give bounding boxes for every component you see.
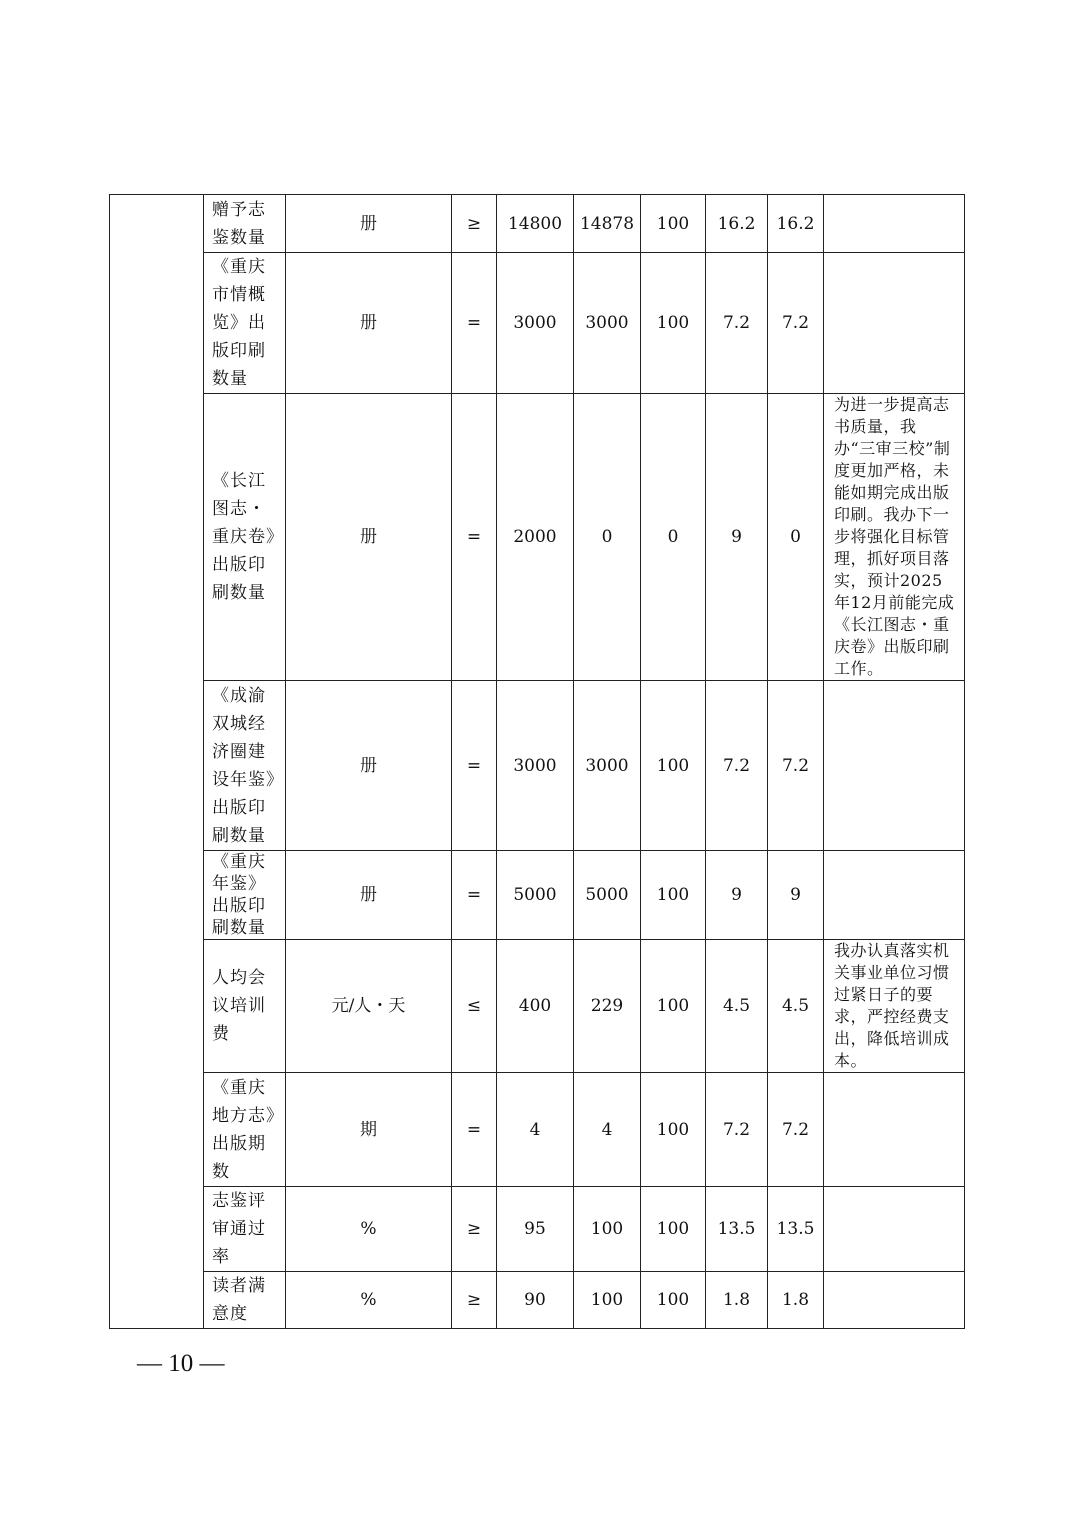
operator-cell: ≥ (452, 1187, 497, 1272)
actual-cell: 3000 (574, 253, 641, 394)
merged-category-cell (110, 195, 204, 1329)
rate-cell: 100 (641, 1272, 706, 1329)
rate-cell: 100 (641, 253, 706, 394)
table-row (110, 253, 965, 394)
rate-cell: 0 (641, 394, 706, 681)
actual-cell: 100 (574, 1272, 641, 1329)
weight-cell: 9 (706, 394, 768, 681)
rate-cell: 100 (641, 1073, 706, 1187)
table-row (110, 1272, 965, 1329)
actual-cell: 229 (574, 940, 641, 1073)
weight-cell: 9 (706, 851, 768, 940)
table-row (110, 1187, 965, 1272)
note-cell: 为进一步提高志书质量，我办“三审三校”制度更加严格，未能如期完成出版印刷。我办下一步将强化目标管理，抓好项目落实，预计2025年12月前能完成《长江图志・重庆卷》出版印刷工作。 (824, 394, 965, 681)
weight-cell: 16.2 (706, 195, 768, 253)
actual-cell: 4 (574, 1073, 641, 1187)
operator-cell: ≤ (452, 940, 497, 1073)
unit-cell: % (286, 1272, 452, 1329)
operator-cell: = (452, 394, 497, 681)
actual-cell: 0 (574, 394, 641, 681)
note-cell (824, 681, 965, 851)
unit-cell: 元/人・天 (286, 940, 452, 1073)
note-cell (824, 1073, 965, 1187)
note-cell (824, 1272, 965, 1329)
note-cell (824, 851, 965, 940)
target-cell: 90 (497, 1272, 574, 1329)
unit-cell: 册 (286, 681, 452, 851)
target-cell: 3000 (497, 681, 574, 851)
unit-cell: 期 (286, 1073, 452, 1187)
actual-cell: 100 (574, 1187, 641, 1272)
note-cell (824, 253, 965, 394)
target-cell: 95 (497, 1187, 574, 1272)
table-row (110, 1073, 965, 1187)
table-row (110, 940, 965, 1073)
target-cell: 4 (497, 1073, 574, 1187)
rate-cell: 100 (641, 681, 706, 851)
operator-cell: ≥ (452, 195, 497, 253)
target-cell: 5000 (497, 851, 574, 940)
target-cell: 3000 (497, 253, 574, 394)
score-cell: 16.2 (768, 195, 824, 253)
weight-cell: 13.5 (706, 1187, 768, 1272)
performance-table (109, 194, 965, 1329)
indicator-name: 《成渝双城经济圈建设年鉴》出版印刷数量 (204, 681, 286, 851)
score-cell: 7.2 (768, 253, 824, 394)
rate-cell: 100 (641, 851, 706, 940)
score-cell: 13.5 (768, 1187, 824, 1272)
score-cell: 4.5 (768, 940, 824, 1073)
indicator-name: 《重庆市情概览》出版印刷数量 (204, 253, 286, 394)
indicator-name: 志鉴评审通过率 (204, 1187, 286, 1272)
note-cell: 我办认真落实机关事业单位习惯过紧日子的要求，严控经费支出，降低培训成本。 (824, 940, 965, 1073)
rate-cell: 100 (641, 1187, 706, 1272)
weight-cell: 7.2 (706, 253, 768, 394)
rate-cell: 100 (641, 195, 706, 253)
weight-cell: 4.5 (706, 940, 768, 1073)
actual-cell: 3000 (574, 681, 641, 851)
unit-cell: 册 (286, 195, 452, 253)
score-cell: 1.8 (768, 1272, 824, 1329)
indicator-name: 人均会议培训费 (204, 940, 286, 1073)
note-cell (824, 195, 965, 253)
rate-cell: 100 (641, 940, 706, 1073)
actual-cell: 5000 (574, 851, 641, 940)
indicator-name: 《重庆年鉴》出版印刷数量 (204, 851, 286, 940)
weight-cell: 7.2 (706, 681, 768, 851)
table-row (110, 394, 965, 681)
operator-cell: = (452, 1073, 497, 1187)
unit-cell: 册 (286, 851, 452, 940)
note-cell (824, 1187, 965, 1272)
score-cell: 7.2 (768, 681, 824, 851)
weight-cell: 7.2 (706, 1073, 768, 1187)
table-row (110, 851, 965, 940)
weight-cell: 1.8 (706, 1272, 768, 1329)
actual-cell: 14878 (574, 195, 641, 253)
table-row (110, 681, 965, 851)
target-cell: 2000 (497, 394, 574, 681)
operator-cell: = (452, 851, 497, 940)
page-number: — 10 — (137, 1350, 225, 1377)
indicator-name: 《重庆地方志》出版期数 (204, 1073, 286, 1187)
score-cell: 7.2 (768, 1073, 824, 1187)
target-cell: 14800 (497, 195, 574, 253)
indicator-name: 《长江图志・重庆卷》出版印刷数量 (204, 394, 286, 681)
target-cell: 400 (497, 940, 574, 1073)
indicator-name: 赠予志鉴数量 (204, 195, 286, 253)
score-cell: 0 (768, 394, 824, 681)
unit-cell: 册 (286, 253, 452, 394)
indicator-name: 读者满意度 (204, 1272, 286, 1329)
unit-cell: % (286, 1187, 452, 1272)
table-row (110, 195, 965, 253)
unit-cell: 册 (286, 394, 452, 681)
operator-cell: = (452, 253, 497, 394)
operator-cell: = (452, 681, 497, 851)
operator-cell: ≥ (452, 1272, 497, 1329)
score-cell: 9 (768, 851, 824, 940)
